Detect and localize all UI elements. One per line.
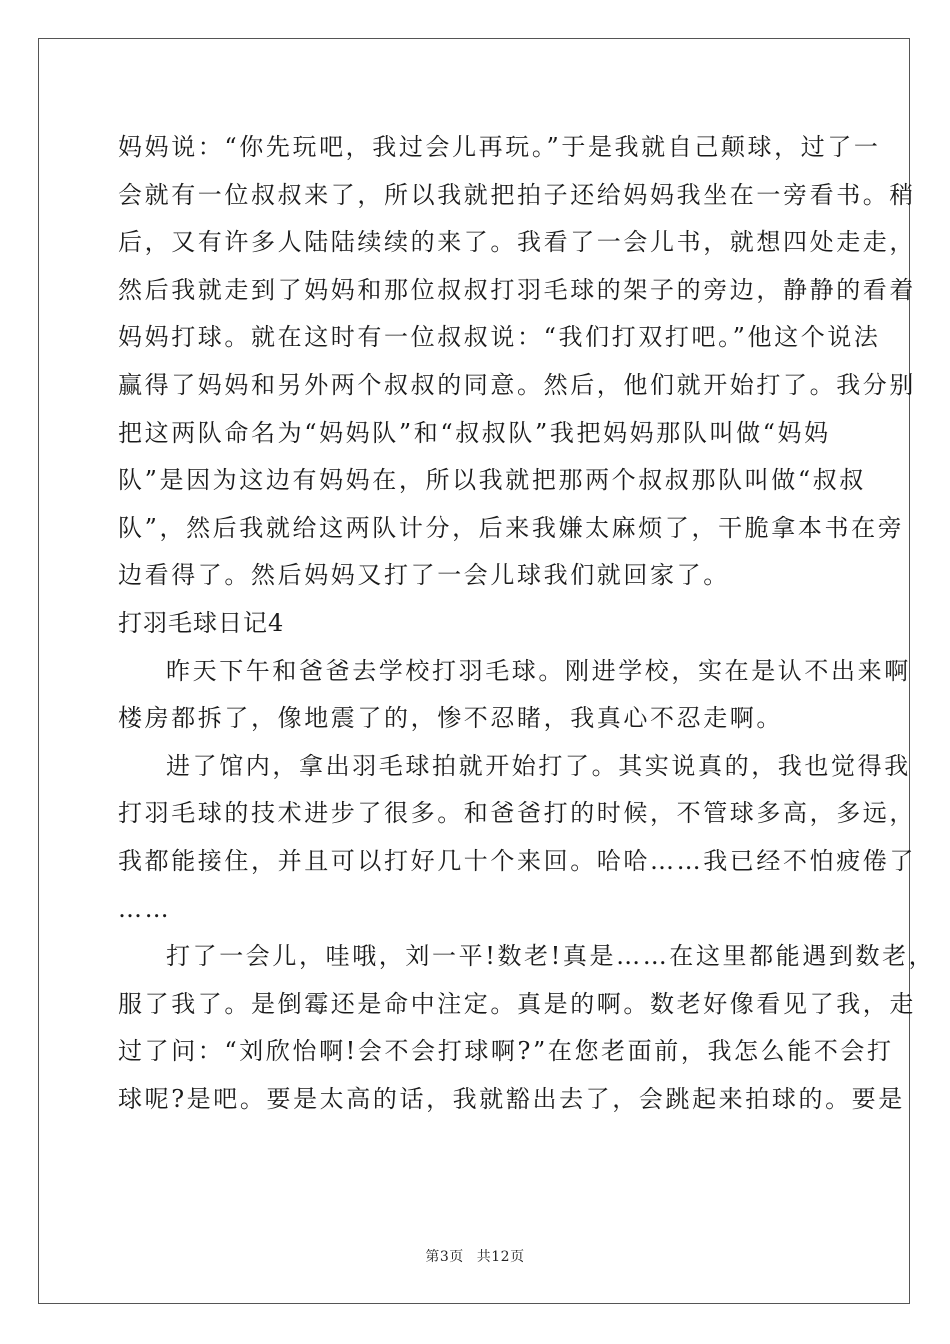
text-line: 楼房都拆了，像地震了的，惨不忍睹，我真心不忍走啊。	[118, 704, 783, 733]
text-line: 会就有一位叔叔来了，所以我就把拍子还给妈妈我坐在一旁看书。稍	[118, 180, 916, 209]
page-footer	[0, 1246, 950, 1266]
document-body	[118, 124, 936, 1123]
text-line: 后，又有许多人陆陆续续的来了。我看了一会儿书，就想四处走走，	[118, 228, 916, 257]
page-number: 第3页	[425, 1249, 464, 1265]
text-line: 打了一会儿，哇哦，刘一平!数老!真是……在这里都能遇到数老，	[166, 942, 936, 971]
text-line: 然后我就走到了妈妈和那位叔叔打羽毛球的架子的旁边，静静的看着	[118, 275, 916, 304]
text-line: 队”，然后我就给这两队计分，后来我嫌太麻烦了，干脆拿本书在旁	[118, 513, 905, 542]
text-line: 队”是因为这边有妈妈在，所以我就把那两个叔叔那队叫做“叔叔	[118, 466, 866, 495]
text-line: ……	[118, 894, 172, 923]
text-line: 球呢?是吧。要是太高的话，我就豁出去了，会跳起来拍球的。要是	[118, 1084, 905, 1113]
text-line: 昨天下午和爸爸去学校打羽毛球。刚进学校，实在是认不出来啊	[166, 656, 911, 685]
text-line: 把这两队命名为“妈妈队”和“叔叔队”我把妈妈那队叫做“妈妈	[118, 418, 831, 447]
text-line: 妈妈打球。就在这时有一位叔叔说：“我们打双打吧。”他这个说法	[118, 323, 881, 352]
text-line: 打羽毛球的技术进步了很多。和爸爸打的时候，不管球多高，多远，	[118, 799, 916, 828]
text-line: 我都能接住，并且可以打好几十个来回。哈哈……我已经不怕疲倦了	[118, 846, 916, 875]
text-line: 进了馆内，拿出羽毛球拍就开始打了。其实说真的，我也觉得我	[166, 751, 911, 780]
text-line: 服了我了。是倒霉还是命中注定。真是的啊。数老好像看见了我，走	[118, 989, 916, 1018]
text-line: 妈妈说：“你先玩吧，我过会儿再玩。”于是我就自己颠球，过了一	[118, 133, 881, 161]
section-heading: 打羽毛球日记4	[118, 608, 285, 637]
text-line: 过了问：“刘欣怡啊!会不会打球啊?”在您老面前，我怎么能不会打	[118, 1037, 894, 1066]
text-line: 赢得了妈妈和另外两个叔叔的同意。然后，他们就开始打了。我分别	[118, 370, 916, 399]
page-total: 共12页	[476, 1249, 525, 1265]
text-line: 边看得了。然后妈妈又打了一会儿球我们就回家了。	[118, 561, 730, 590]
